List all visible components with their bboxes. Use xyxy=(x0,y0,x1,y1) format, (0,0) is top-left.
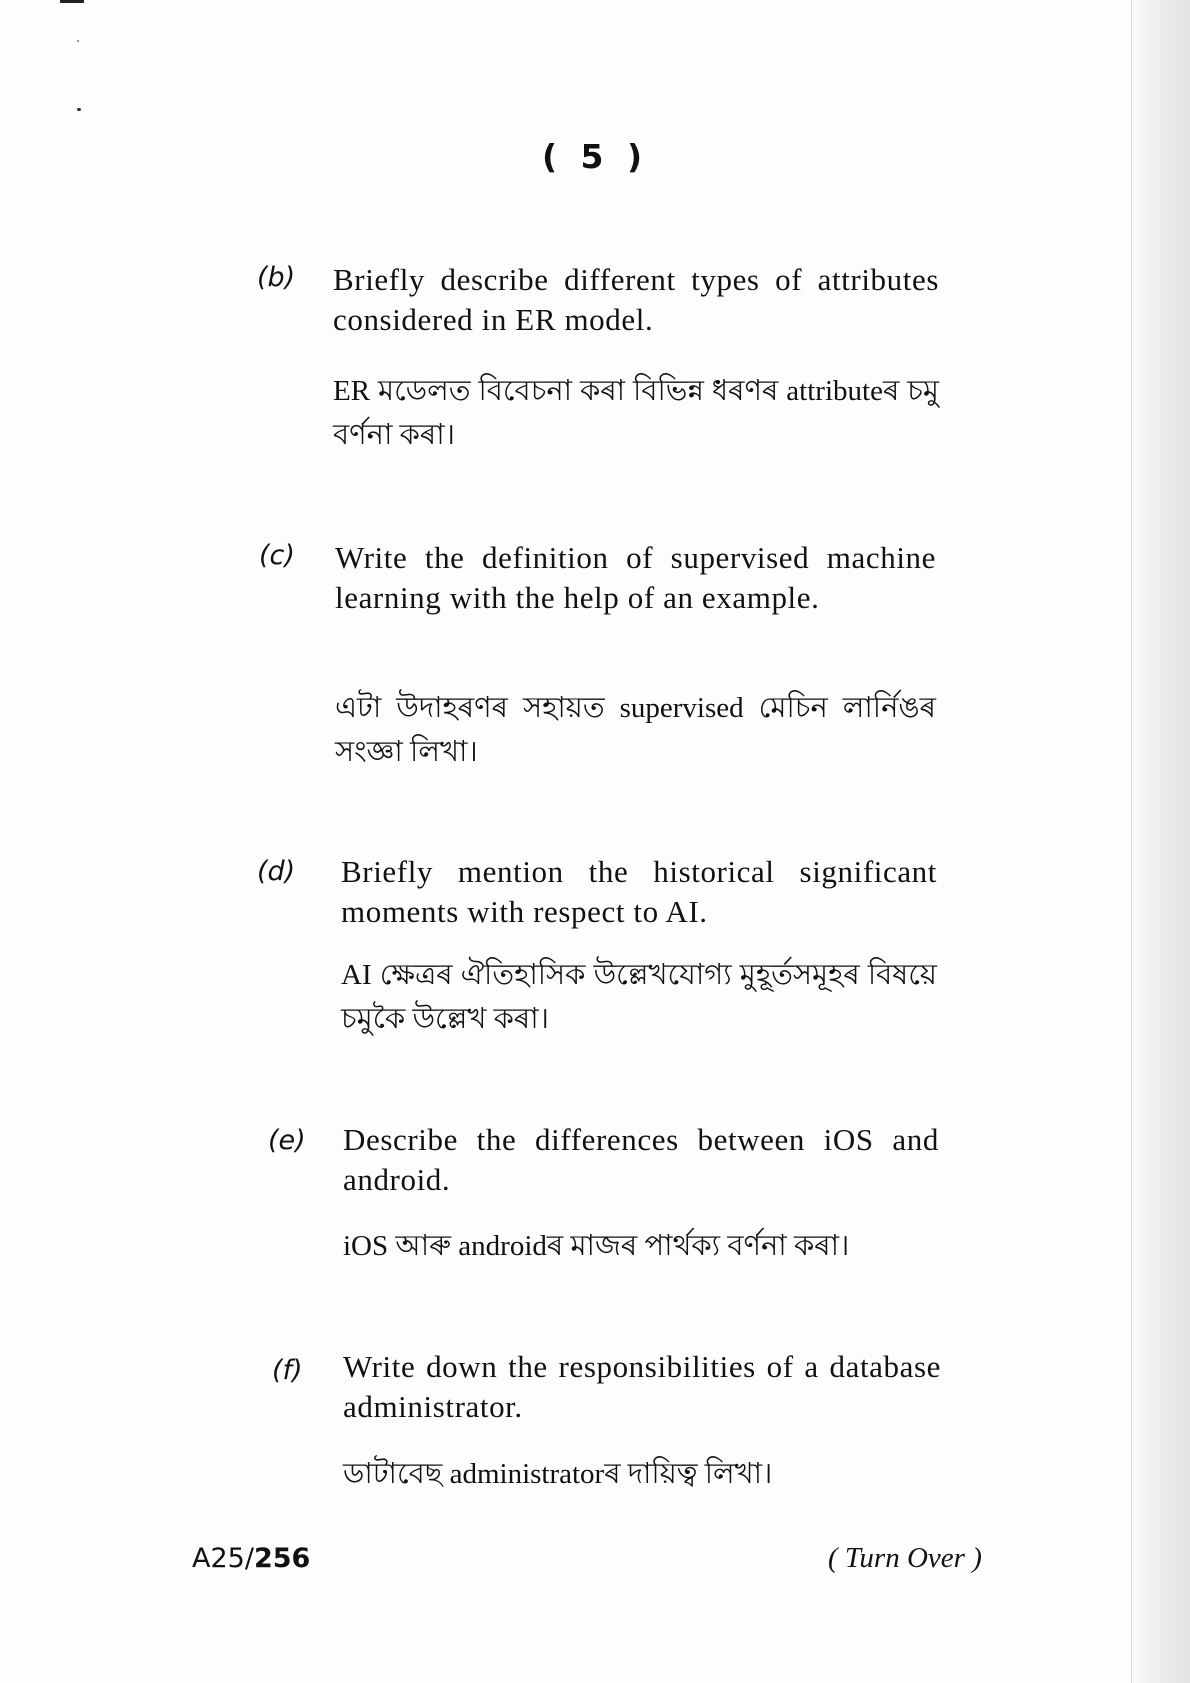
question-text-assamese: iOS আৰু androidৰ মাজৰ পাৰ্থক্য বৰ্ণনা কৰা। xyxy=(343,1230,850,1262)
question-text-assamese: AI ক্ষেত্ৰৰ ঐতিহাসিক উল্লেখযোগ্য মুহূৰ্তসমূহৰ বিষয়ে চমুকৈ উল্লেখ কৰা। xyxy=(341,959,937,1035)
paper-code-prefix: A25/ xyxy=(192,1543,254,1574)
paper-code-number: 256 xyxy=(253,1543,311,1574)
scan-mark xyxy=(60,0,84,3)
question-label: (d) xyxy=(257,856,296,887)
paper-code xyxy=(192,1543,310,1574)
page-number: ( 5 ) xyxy=(541,137,649,176)
scan-speck xyxy=(77,40,79,42)
question-text-assamese: ER মডেলত বিবেচনা কৰা বিভিন্ন ধৰণৰ attributeৰ চমু বৰ্ণনা কৰা। xyxy=(333,375,939,451)
turn-over-note: ( Turn Over ) xyxy=(828,1542,982,1574)
question-label: (b) xyxy=(257,262,296,293)
question-text-english: Briefly mention the historical significant moments with respect to AI. xyxy=(341,854,937,929)
question-text-english: Write down the responsibilities of a database administrator. xyxy=(343,1349,941,1424)
question-text-english: Describe the differences between iOS and android. xyxy=(343,1122,939,1197)
question-text-assamese: এটা উদাহৰণৰ সহায়ত supervised মেচিন লাৰ্নিঙৰ সংজ্ঞা লিখা। xyxy=(335,692,936,768)
question-text-assamese: ডাটাবেছ administratorৰ দায়িত্ব লিখা। xyxy=(343,1458,773,1490)
scan-speck xyxy=(77,108,81,111)
question-label: (e) xyxy=(268,1125,306,1156)
question-text-english: Briefly describe different types of attributes considered in ER model. xyxy=(333,262,939,337)
question-text-english: Write the definition of supervised machine learning with the help of an example. xyxy=(335,540,936,615)
question-label: (c) xyxy=(259,540,295,571)
page-edge-shadow xyxy=(1131,0,1190,1683)
question-label: (f) xyxy=(272,1355,303,1386)
